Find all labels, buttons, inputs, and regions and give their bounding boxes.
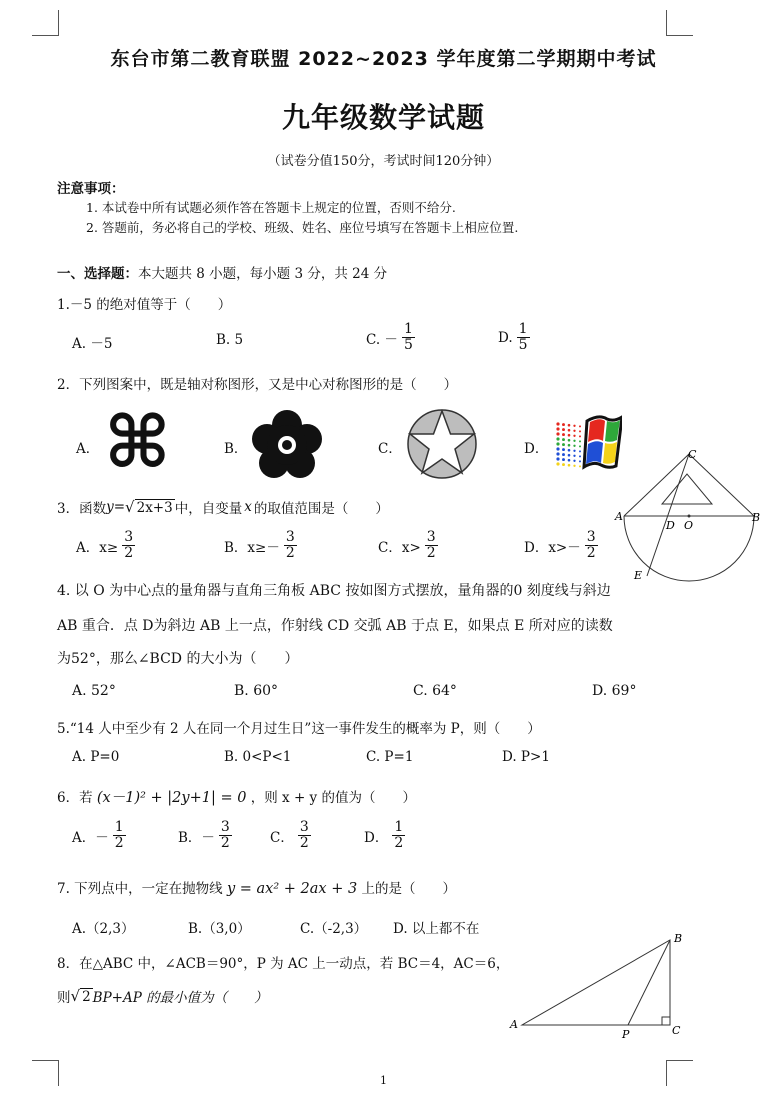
q3-option-c-prefix: C．x> xyxy=(378,539,421,556)
q3-stem-post: 中，自变量 xyxy=(174,501,243,517)
flag-dot xyxy=(556,427,559,430)
flag-dot xyxy=(573,430,575,432)
q4-line-3: 为52°，那么∠BCD 的大小为（ ） xyxy=(57,651,299,667)
flag-dot xyxy=(568,464,571,467)
frac-num: 3 xyxy=(586,529,596,545)
frac-den: 2 xyxy=(394,835,404,852)
q1-option-d-prefix: D. xyxy=(498,329,513,346)
fig-label-o: O xyxy=(684,519,694,532)
flag-dot xyxy=(579,430,581,432)
frac-den: 2 xyxy=(124,545,134,562)
q5-option-b: B. 0<P<1 xyxy=(224,749,292,765)
frac-den: 2 xyxy=(220,835,230,852)
flower-icon xyxy=(250,408,324,482)
frac-num: 3 xyxy=(285,529,295,545)
fig-label-p: P xyxy=(622,1028,630,1040)
q5-option-a: A. P=0 xyxy=(72,749,120,765)
star-in-circle-icon xyxy=(406,408,478,480)
flag-dot xyxy=(573,460,575,462)
q5-option-d: D. P>1 xyxy=(502,749,550,765)
q3-option-a-prefix: A．x≥ xyxy=(76,539,119,556)
fig-label-e: E xyxy=(634,569,643,582)
page-number: 1 xyxy=(380,1074,387,1087)
q1-option-b: B. 5 xyxy=(216,332,244,348)
q7-option-d: D. 以上都不在 xyxy=(393,921,480,937)
q3-stem xyxy=(57,497,389,517)
q8-line-1: 8．在△ABC 中，∠ACB＝90°，P 为 AC 上一动点，若 BC＝4，AC＝6， xyxy=(57,956,510,972)
fig-label-a: A xyxy=(510,1018,518,1031)
frac-den: 2 xyxy=(426,545,436,562)
q7-option-a: A.（2,3） xyxy=(72,921,135,937)
flag-dot xyxy=(562,428,565,431)
flag-dot xyxy=(556,447,559,450)
flag-dot xyxy=(568,449,571,452)
q1-option-c-fraction xyxy=(402,322,415,354)
flag-dot xyxy=(562,423,565,426)
section-heading xyxy=(57,262,387,282)
q5-stem: 5.“14 人中至少有 2 人在同一个月过生日”这一事件发生的概率为 P，则（ ） xyxy=(57,721,541,737)
q5-option-c: C. P=1 xyxy=(366,749,414,765)
q7-stem-post: 上的是（ ） xyxy=(361,881,456,897)
flag-dot xyxy=(556,452,559,455)
q6-stem xyxy=(57,786,416,807)
flag-dot xyxy=(579,435,581,437)
q7-expression: y = ax² + 2ax + 3 xyxy=(226,881,358,897)
q1-option-a: A. －5 xyxy=(72,336,113,352)
triangle-figure xyxy=(508,928,688,1040)
flag-dot xyxy=(573,435,575,437)
q3-stem-pre: 3．函数 xyxy=(57,501,107,517)
crop-mark xyxy=(58,10,59,36)
exam-title: 东台市第二教育联盟 2022~2023 学年度第二学期期中考试 xyxy=(110,48,657,70)
q2-stem: 2．下列图案中，既是轴对称图形，又是中心对称图形的是（ ） xyxy=(57,377,458,393)
fig-label-b: B xyxy=(752,511,761,524)
q3-option-d-fraction xyxy=(585,530,598,562)
flag-dot xyxy=(562,448,565,451)
fig-label-a: A xyxy=(615,510,623,523)
q6-option-b-fraction xyxy=(219,820,232,852)
q4-option-b: B. 60° xyxy=(234,683,279,699)
flag-dot xyxy=(562,458,565,461)
q3-option-b xyxy=(224,530,297,562)
q1-option-c-prefix: C. － xyxy=(366,331,398,348)
exam-info: （试卷分值150分，考试时间120分钟） xyxy=(267,154,500,169)
q3-var-x: x xyxy=(244,499,252,515)
q2-option-b-label: B． xyxy=(224,441,248,457)
frac-den: 2 xyxy=(285,545,295,562)
frac-num: 1 xyxy=(394,819,404,835)
q3-option-d xyxy=(524,530,598,562)
frac-num: 3 xyxy=(124,529,134,545)
section-label: 一、选择题： xyxy=(57,266,138,282)
frac-num: 1 xyxy=(518,321,528,337)
q3-option-b-prefix: B．x≥－ xyxy=(224,539,280,556)
frac-num: 3 xyxy=(220,819,230,835)
frac-den: 2 xyxy=(299,835,309,852)
q6-option-b-prefix: B．－ xyxy=(178,829,215,846)
q6-option-d xyxy=(364,820,405,852)
q8-radicand: 2 xyxy=(82,988,91,1005)
fig-label-c: C xyxy=(672,1024,681,1037)
flag-dot xyxy=(579,425,581,427)
flag-dot xyxy=(562,453,565,456)
flag-dot xyxy=(573,445,575,447)
q3-option-a xyxy=(76,530,135,562)
frac-den: 2 xyxy=(114,835,124,852)
flag-dot xyxy=(579,445,581,447)
flag-dot xyxy=(562,463,565,466)
flag-dot xyxy=(579,450,581,452)
q3-eq: = xyxy=(113,499,126,515)
q6-option-b xyxy=(178,820,232,852)
frac-num: 3 xyxy=(426,529,436,545)
q7-stem xyxy=(57,877,456,897)
q4-option-c: C. 64° xyxy=(413,683,457,699)
flag-dot xyxy=(562,438,565,441)
flag-dot xyxy=(556,437,559,440)
q7-option-c: C.（-2,3） xyxy=(300,921,368,937)
flag-dot xyxy=(568,454,571,457)
q1-option-c xyxy=(366,322,415,354)
q8-line-2 xyxy=(57,986,268,1006)
q6-option-a xyxy=(72,820,126,852)
q6-option-d-fraction xyxy=(392,820,405,852)
q7-option-b: B.（3,0） xyxy=(188,921,251,937)
flag-dot xyxy=(568,424,571,427)
q4-option-d: D. 69° xyxy=(592,683,637,699)
sqrt-icon: √ xyxy=(125,498,135,516)
frac-den: 2 xyxy=(586,545,596,562)
q3-option-b-fraction xyxy=(284,530,297,562)
crop-mark xyxy=(32,35,59,36)
q2-option-d-label: D． xyxy=(524,441,549,457)
q8-line-2-post: BP+AP 的最小值为（ ） xyxy=(92,990,268,1006)
q3-stem-end: 的取值范围是（ ） xyxy=(253,501,389,517)
flag-dot xyxy=(556,457,559,460)
notice-label: 注意事项： xyxy=(57,181,125,197)
flag-dot xyxy=(568,444,571,447)
sqrt-icon: √ xyxy=(70,987,81,1005)
q6-option-a-fraction xyxy=(113,820,126,852)
crop-mark xyxy=(666,1060,693,1061)
q7-stem-pre: 7. 下列点中，一定在抛物线 xyxy=(57,881,223,897)
q6-option-d-prefix: D． xyxy=(364,829,389,846)
section-desc: 本大题共 8 小题，每小题 3 分，共 24 分 xyxy=(138,266,388,282)
flag-dot xyxy=(568,434,571,437)
flag-dot xyxy=(556,422,559,425)
flag-dot xyxy=(579,460,581,462)
q8-line-2-pre: 则 xyxy=(57,990,71,1006)
q4-option-a: A. 52° xyxy=(72,683,116,699)
q1-stem: 1.－5 的绝对值等于（ ） xyxy=(57,297,232,313)
flag-dot xyxy=(573,440,575,442)
crop-mark xyxy=(32,1060,59,1061)
q3-option-c xyxy=(378,530,438,562)
flag-dot xyxy=(568,459,571,462)
protractor-figure xyxy=(614,446,764,582)
q6-option-a-prefix: A．－ xyxy=(72,829,109,846)
flag-dot xyxy=(573,450,575,452)
q6-expression: (x－1)² + |2y+1| = 0 xyxy=(96,790,247,806)
notice-item-2: 2. 答题前，务必将自己的学校、班级、姓名、座位号填写在答题卡上相应位置. xyxy=(86,220,519,235)
frac-num: 1 xyxy=(403,321,413,337)
q1-option-d xyxy=(498,322,530,354)
flag-dot xyxy=(568,439,571,442)
frac-den: 5 xyxy=(403,337,413,354)
q1-option-d-fraction xyxy=(517,322,530,354)
q6-option-c-prefix: C． xyxy=(270,829,294,846)
windows-flag-icon xyxy=(554,414,622,472)
flag-dot xyxy=(556,442,559,445)
q3-radicand: 2x+3 xyxy=(136,499,173,516)
q6-stem-post: ，则 x + y 的值为（ ） xyxy=(250,790,416,806)
flag-dot xyxy=(556,432,559,435)
q3-option-c-fraction xyxy=(425,530,438,562)
q4-line-1: 4. 以 O 为中心点的量角器与直角三角板 ABC 按如图方式摆放，量角器的0 刻度线与斜边 xyxy=(57,583,611,599)
fig-label-c: C xyxy=(688,448,697,461)
flag-dot xyxy=(573,455,575,457)
fig-label-d: D xyxy=(666,519,675,532)
flag-dot xyxy=(573,425,575,427)
flag-dot xyxy=(579,465,581,467)
q2-option-a-label: A． xyxy=(76,441,100,457)
notice-item-1: 1. 本试卷中所有试题必须作答在答题卡上规定的位置，否则不给分. xyxy=(86,200,456,215)
frac-num: 3 xyxy=(299,819,309,835)
crop-mark xyxy=(666,35,693,36)
crop-mark xyxy=(666,10,667,36)
q6-option-c xyxy=(270,820,311,852)
q6-option-c-fraction xyxy=(298,820,311,852)
frac-den: 5 xyxy=(518,337,528,354)
q3-var-y: y xyxy=(106,499,114,515)
q6-stem-pre: 6．若 xyxy=(57,790,93,806)
flag-dot xyxy=(573,465,575,467)
exam-subtitle: 九年级数学试题 xyxy=(281,101,485,134)
fig-label-b: B xyxy=(674,932,683,945)
q2-option-c-label: C． xyxy=(378,441,402,457)
flag-dot xyxy=(579,455,581,457)
flag-dot xyxy=(562,433,565,436)
flag-dot xyxy=(556,462,559,465)
q3-option-a-fraction xyxy=(122,530,135,562)
frac-num: 1 xyxy=(114,819,124,835)
q3-option-d-prefix: D．x>－ xyxy=(524,539,581,556)
flag-dot xyxy=(568,429,571,432)
q4-line-2: AB 重合．点 D为斜边 AB 上一点，作射线 CD 交弧 AB 于点 E，如果点 E 所对应的读数 xyxy=(57,618,613,634)
command-symbol-icon: ⌘ xyxy=(104,400,171,484)
flag-dot xyxy=(562,443,565,446)
flag-dot xyxy=(579,440,581,442)
